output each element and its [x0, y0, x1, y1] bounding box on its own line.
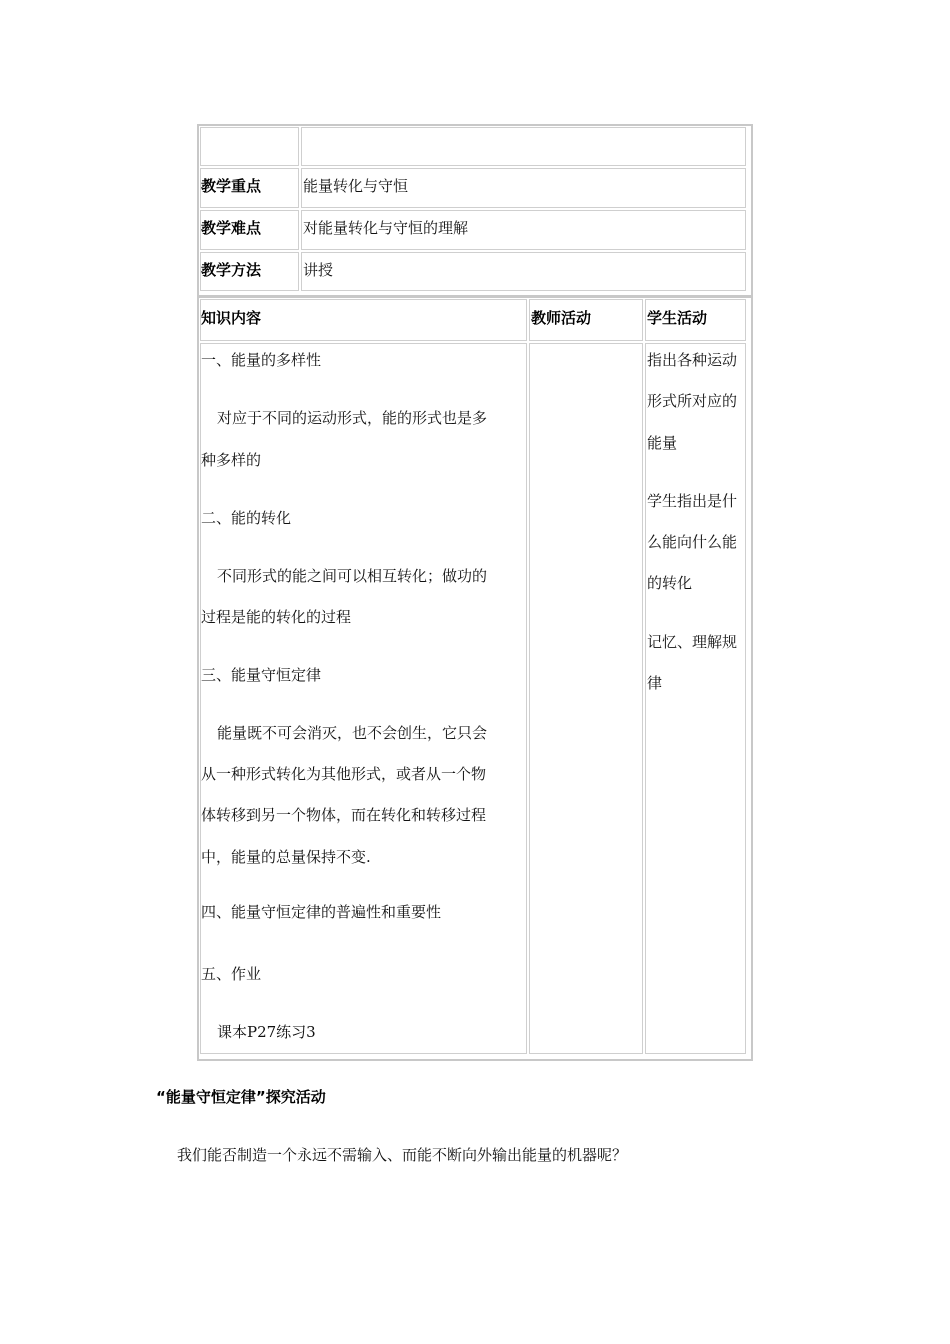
- section-2-line-1: 不同形式的能之间可以相互转化；做功的: [217, 567, 488, 585]
- info-row-0-label-cell: [200, 127, 299, 166]
- section-5-line-1: 课本P27练习3: [217, 1023, 316, 1041]
- info-label-method: 教学方法: [201, 261, 262, 279]
- info-value-method: 讲授: [303, 261, 334, 279]
- activity-question: 我们能否制造一个永远不需输入、而能不断向外输出能量的机器呢？: [177, 1146, 628, 1164]
- student-activity-2-line-1: 学生指出是什: [647, 492, 738, 510]
- section-3-line-1: 能量既不可会消灭，也不会创生，它只会: [217, 724, 488, 742]
- section-4-title: 四、能量守恒定律的普遍性和重要性: [201, 903, 442, 921]
- info-label-difficulty: 教学难点: [201, 219, 262, 237]
- student-activity-3-line-2: 律: [647, 674, 663, 692]
- section-1-title: 一、能量的多样性: [201, 351, 322, 369]
- section-3-line-4: 中，能量的总量保持不变.: [201, 848, 371, 866]
- section-3-line-2: 从一种形式转化为其他形式，或者从一个物: [201, 765, 487, 783]
- header-knowledge: 知识内容: [201, 309, 262, 327]
- header-student: 学生活动: [647, 309, 708, 327]
- info-row-3-value-cell: [301, 252, 746, 291]
- info-value-difficulty: 对能量转化与守恒的理解: [303, 219, 469, 237]
- section-3-line-3: 体转移到另一个物体，而在转化和转移过程: [201, 806, 487, 824]
- section-2-line-2: 过程是能的转化的过程: [201, 608, 352, 626]
- student-activity-1-line-3: 能量: [647, 434, 678, 452]
- section-5-title: 五、作业: [201, 965, 262, 983]
- section-1-line-1: 对应于不同的运动形式，能的形式也是多: [217, 409, 488, 427]
- student-activity-1-line-2: 形式所对应的: [647, 392, 738, 410]
- student-activity-3-line-1: 记忆、理解规: [647, 633, 738, 651]
- header-teacher: 教师活动: [531, 309, 592, 327]
- student-activity-2-line-2: 么能向什么能: [647, 533, 738, 551]
- info-row-0-value-cell: [301, 127, 746, 166]
- info-value-key-point: 能量转化与守恒: [303, 177, 409, 195]
- student-activity-1-line-1: 指出各种运动: [647, 351, 738, 369]
- teacher-cell: [529, 343, 643, 1054]
- student-activity-2-line-3: 的转化: [647, 574, 693, 592]
- info-label-key-point: 教学重点: [201, 177, 262, 195]
- section-2-title: 二、能的转化: [201, 509, 292, 527]
- activity-title: “能量守恒定律”探究活动: [156, 1088, 326, 1106]
- section-1-line-2: 种多样的: [201, 451, 262, 469]
- section-3-title: 三、能量守恒定律: [201, 666, 322, 684]
